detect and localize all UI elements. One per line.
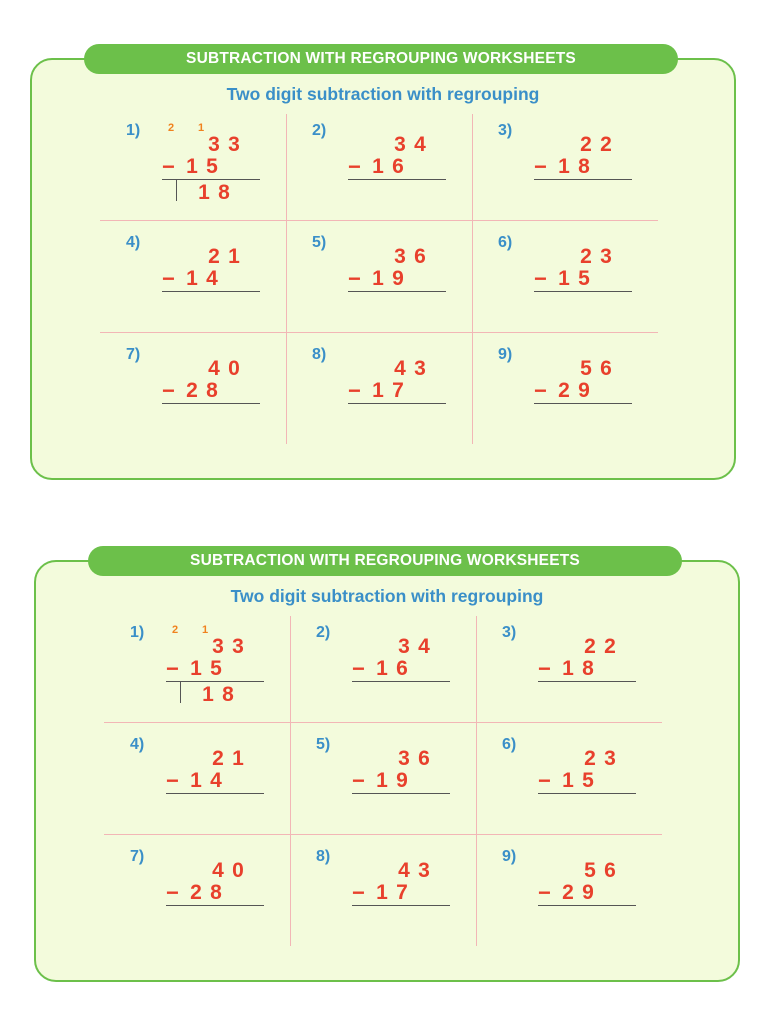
problem-number: 9) — [502, 848, 517, 865]
answer-digit: 8 — [218, 181, 230, 204]
minuend-digit: 1 — [232, 747, 244, 770]
subtraction-problem — [352, 632, 448, 712]
minuend-digit: 4 — [414, 133, 426, 156]
minuend-digit: 6 — [604, 859, 616, 882]
subtraction-problem — [352, 744, 448, 824]
minus-sign: − — [538, 768, 551, 793]
worksheet-title: SUBTRACTION WITH REGROUPING WORKSHEETS — [84, 44, 678, 74]
subtrahend-digit: 1 — [562, 769, 574, 792]
problem-cell — [472, 338, 658, 448]
subtrahend-digit: 1 — [376, 657, 388, 680]
subtrahend-digit: 1 — [372, 379, 384, 402]
answer-line — [538, 793, 636, 794]
subtrahend-digit: 5 — [578, 267, 590, 290]
subtrahend-digit: 7 — [392, 379, 404, 402]
problem-number: 2) — [312, 122, 327, 139]
worksheet-1 — [30, 44, 736, 480]
answer-digit: 1 — [202, 683, 214, 706]
subtrahend-digit: 8 — [578, 155, 590, 178]
minus-sign: − — [166, 880, 179, 905]
problem-cell — [104, 728, 290, 838]
subtrahend-digit: 1 — [376, 881, 388, 904]
minuend-digit: 3 — [232, 635, 244, 658]
problem-number: 2) — [316, 624, 331, 641]
problem-cell — [100, 226, 286, 336]
minuend-digit: 6 — [600, 357, 612, 380]
answer-line — [534, 291, 632, 292]
minus-sign: − — [534, 266, 547, 291]
problem-cell — [104, 616, 290, 726]
subtrahend-digit: 1 — [562, 657, 574, 680]
problem-number: 9) — [498, 346, 513, 363]
worksheet-subtitle: Two digit subtraction with regrouping — [226, 84, 540, 104]
answer-line — [166, 793, 264, 794]
subtrahend-digit: 6 — [392, 155, 404, 178]
subtrahend-digit: 2 — [562, 881, 574, 904]
problem-cell — [286, 226, 472, 336]
minus-sign: − — [348, 378, 361, 403]
minuend-digit: 3 — [418, 859, 430, 882]
problem-cell — [472, 226, 658, 336]
minuend-digit: 5 — [580, 357, 592, 380]
worksheet-title: SUBTRACTION WITH REGROUPING WORKSHEETS — [88, 546, 682, 576]
problem-cell — [290, 616, 476, 726]
subtraction-problem — [534, 354, 630, 434]
problem-number: 4) — [130, 736, 145, 753]
minuend-digit: 2 — [580, 245, 592, 268]
minuend-digit: 3 — [394, 133, 406, 156]
subtrahend-digit: 1 — [372, 155, 384, 178]
subtraction-problem — [534, 242, 630, 322]
subtraction-problem — [348, 242, 444, 322]
problem-cell — [286, 114, 472, 224]
problem-cell — [100, 114, 286, 224]
problem-number: 4) — [126, 234, 141, 251]
problem-number: 5) — [312, 234, 327, 251]
subtraction-problem — [162, 122, 258, 210]
subtrahend-digit: 5 — [206, 155, 218, 178]
regroup-mark: 1 — [202, 624, 209, 636]
minus-sign: − — [348, 266, 361, 291]
problem-cell — [472, 114, 658, 224]
subtraction-problem — [166, 744, 262, 824]
subtrahend-digit: 4 — [206, 267, 218, 290]
subtraction-problem — [162, 242, 258, 322]
minuend-digit: 4 — [418, 635, 430, 658]
minuend-digit: 3 — [600, 245, 612, 268]
problem-cell — [476, 840, 662, 950]
minuend-digit: 2 — [584, 747, 596, 770]
minus-sign: − — [538, 656, 551, 681]
minuend-digit: 2 — [604, 635, 616, 658]
minuend-digit: 3 — [208, 133, 220, 156]
subtraction-problem — [166, 624, 262, 712]
answer-line — [162, 291, 260, 292]
minus-sign: − — [534, 154, 547, 179]
minuend-digit: 2 — [600, 133, 612, 156]
minuend-digit: 5 — [584, 859, 596, 882]
answer-line — [348, 291, 446, 292]
subtrahend-digit: 1 — [372, 267, 384, 290]
minuend-digit: 4 — [398, 859, 410, 882]
problem-grid — [104, 616, 662, 946]
subtrahend-digit: 4 — [210, 769, 222, 792]
subtrahend-digit: 8 — [206, 379, 218, 402]
answer-line — [352, 793, 450, 794]
problem-number: 8) — [312, 346, 327, 363]
answer-digit: 1 — [198, 181, 210, 204]
subtraction-problem — [348, 354, 444, 434]
minus-sign: − — [538, 880, 551, 905]
subtraction-problem — [162, 354, 258, 434]
problem-number: 6) — [498, 234, 513, 251]
minuend-digit: 6 — [418, 747, 430, 770]
subtrahend-digit: 5 — [210, 657, 222, 680]
regroup-mark: 1 — [198, 122, 205, 134]
subtrahend-digit: 1 — [190, 657, 202, 680]
answer-bracket — [176, 179, 177, 201]
problem-number: 1) — [126, 122, 141, 139]
minus-sign: − — [352, 880, 365, 905]
problem-cell — [104, 840, 290, 950]
subtraction-problem — [538, 856, 634, 936]
problem-number: 3) — [502, 624, 517, 641]
minuend-digit: 0 — [228, 357, 240, 380]
subtraction-problem — [166, 856, 262, 936]
minus-sign: − — [162, 266, 175, 291]
minuend-digit: 2 — [212, 747, 224, 770]
answer-line — [348, 403, 446, 404]
subtrahend-digit: 9 — [396, 769, 408, 792]
subtraction-problem — [352, 856, 448, 936]
subtraction-problem — [348, 130, 444, 210]
answer-line — [352, 681, 450, 682]
problem-number: 1) — [130, 624, 145, 641]
minuend-digit: 2 — [580, 133, 592, 156]
subtrahend-digit: 1 — [558, 267, 570, 290]
worksheet-2 — [34, 546, 740, 982]
minus-sign: − — [166, 656, 179, 681]
subtrahend-digit: 9 — [582, 881, 594, 904]
subtrahend-digit: 9 — [392, 267, 404, 290]
answer-line — [166, 905, 264, 906]
subtrahend-digit: 9 — [578, 379, 590, 402]
minuend-digit: 4 — [212, 859, 224, 882]
problem-number: 6) — [502, 736, 517, 753]
minuend-digit: 3 — [212, 635, 224, 658]
answer-line — [348, 179, 446, 180]
answer-line — [162, 403, 260, 404]
problem-cell — [290, 840, 476, 950]
subtrahend-digit: 8 — [582, 657, 594, 680]
minuend-digit: 3 — [398, 635, 410, 658]
subtrahend-digit: 1 — [376, 769, 388, 792]
subtrahend-digit: 1 — [186, 267, 198, 290]
minuend-digit: 4 — [208, 357, 220, 380]
minuend-digit: 4 — [394, 357, 406, 380]
minuend-digit: 3 — [414, 357, 426, 380]
problem-cell — [476, 728, 662, 838]
subtrahend-digit: 1 — [558, 155, 570, 178]
subtrahend-digit: 5 — [582, 769, 594, 792]
minus-sign: − — [534, 378, 547, 403]
problem-number: 5) — [316, 736, 331, 753]
answer-line — [538, 905, 636, 906]
subtrahend-digit: 6 — [396, 657, 408, 680]
minuend-digit: 0 — [232, 859, 244, 882]
answer-line — [352, 905, 450, 906]
problem-number: 3) — [498, 122, 513, 139]
problem-cell — [100, 338, 286, 448]
problem-cell — [476, 616, 662, 726]
minuend-digit: 2 — [208, 245, 220, 268]
subtraction-problem — [538, 744, 634, 824]
problem-grid — [100, 114, 658, 444]
minus-sign: − — [162, 154, 175, 179]
regroup-mark: 2 — [168, 122, 175, 134]
minuend-digit: 3 — [604, 747, 616, 770]
minus-sign: − — [352, 768, 365, 793]
minuend-digit: 6 — [414, 245, 426, 268]
subtrahend-digit: 1 — [186, 155, 198, 178]
answer-line — [534, 403, 632, 404]
problem-number: 8) — [316, 848, 331, 865]
minus-sign: − — [348, 154, 361, 179]
answer-line — [538, 681, 636, 682]
problem-cell — [286, 338, 472, 448]
minuend-digit: 1 — [228, 245, 240, 268]
subtrahend-digit: 1 — [190, 769, 202, 792]
subtrahend-digit: 8 — [210, 881, 222, 904]
subtrahend-digit: 2 — [186, 379, 198, 402]
minuend-digit: 2 — [584, 635, 596, 658]
minus-sign: − — [162, 378, 175, 403]
subtraction-problem — [538, 632, 634, 712]
subtrahend-digit: 2 — [190, 881, 202, 904]
problem-cell — [290, 728, 476, 838]
subtrahend-digit: 2 — [558, 379, 570, 402]
minuend-digit: 3 — [394, 245, 406, 268]
minuend-digit: 3 — [228, 133, 240, 156]
problem-number: 7) — [130, 848, 145, 865]
answer-bracket — [180, 681, 181, 703]
answer-digit: 8 — [222, 683, 234, 706]
worksheet-subtitle: Two digit subtraction with regrouping — [230, 586, 544, 606]
subtrahend-digit: 7 — [396, 881, 408, 904]
minus-sign: − — [352, 656, 365, 681]
minuend-digit: 3 — [398, 747, 410, 770]
minus-sign: − — [166, 768, 179, 793]
subtraction-problem — [534, 130, 630, 210]
regroup-mark: 2 — [172, 624, 179, 636]
answer-line — [534, 179, 632, 180]
problem-number: 7) — [126, 346, 141, 363]
